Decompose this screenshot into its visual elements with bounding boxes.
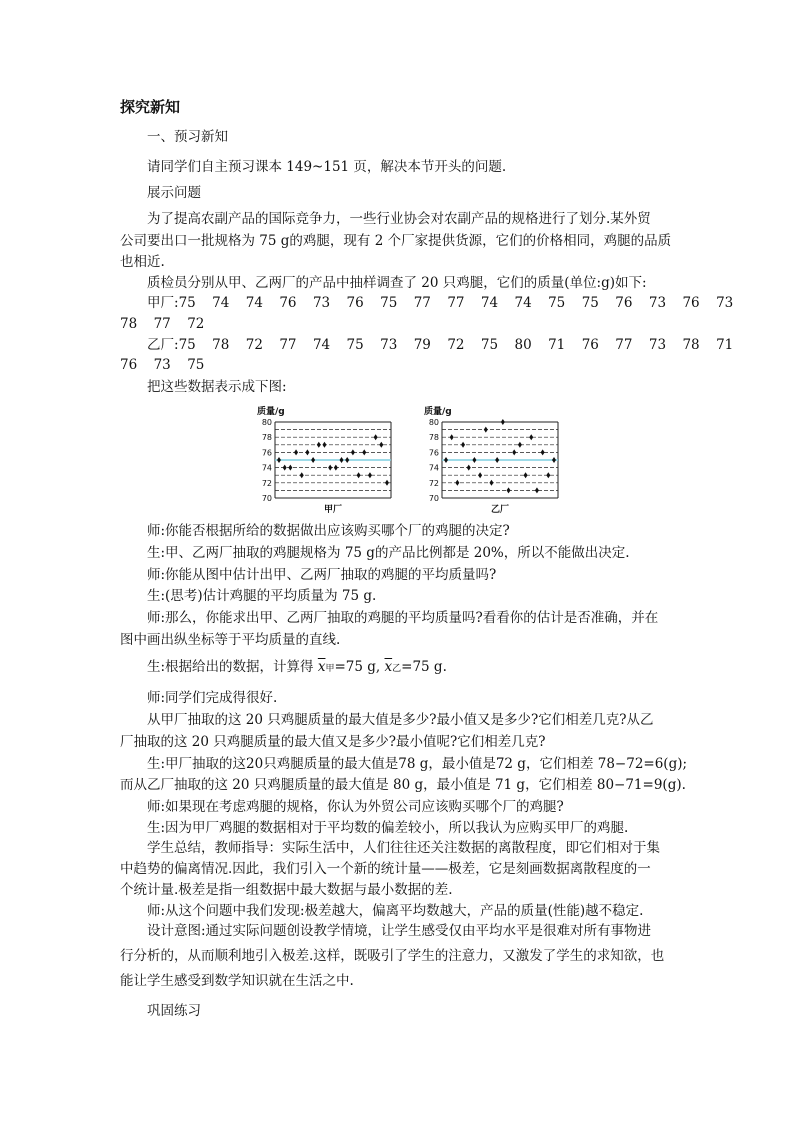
formula-mid-b: =75 g. [401,659,447,675]
paragraph: 请同学们自主预习课本 149~151 页，解决本节开头的问题. [147,159,507,175]
formula-mid-a: =75 g, [334,659,385,675]
data-point [455,480,459,486]
data-point [467,465,471,471]
data-point [328,465,332,471]
data-value: 77 [153,316,171,332]
data-value: 71 [716,337,734,353]
dialogue-line: 生:甲、乙两厂抽取的鸡腿规格为 75 g的产品比例都是 20%，所以不能做出决定. [147,545,630,561]
data-point [495,457,499,463]
data-value: 77 [615,337,633,353]
factory-a-label: 甲厂: [147,295,179,311]
paragraph: 厂抽取的这 20 只鸡腿质量的最大值又是多少?最小值呢?它们相差几克? [120,734,546,750]
data-point [311,457,315,463]
data-value: 77 [279,337,297,353]
mean-symbol-a: $\overline{x}$ [317,659,326,675]
data-value: 73 [716,295,734,311]
paragraph: 质检员分别从甲、乙两厂的产品中抽样调查了 20 只鸡腿，它们的质量(单位:g)如下: [147,275,647,291]
data-value: 77 [413,295,431,311]
data-point [444,457,448,463]
data-point [546,472,550,478]
dialogue-line: 生:(思考)估计鸡腿的平均质量为 75 g. [147,588,377,604]
data-point [294,449,298,455]
data-value: 78 [120,316,138,332]
mean-symbol-b: $\overline{x}$ [384,659,393,675]
data-point [283,465,287,471]
data-point [300,472,304,478]
y-tick-label: 76 [428,448,439,458]
data-point [379,442,383,448]
paragraph: 公司要出口一批规格为 75 g的鸡腿，现有 2 个厂家提供货源，它们的价格相同，鸡腿的品质 [120,233,672,249]
data-point [345,457,349,463]
data-point [541,449,545,455]
x-axis-label: 甲厂 [323,505,343,514]
scatter-chart-a [255,402,395,514]
data-point [374,434,378,440]
paragraph: 把这些数据表示成下图: [147,379,287,395]
y-tick-label: 76 [261,448,272,458]
x-axis-label: 乙厂 [490,505,510,514]
label-display-problem: 展示问题 [147,185,201,201]
data-value: 78 [682,337,700,353]
data-point [501,419,505,425]
data-point [317,442,321,448]
data-point [362,449,366,455]
data-value: 76 [346,295,364,311]
section-heading: 探究新知 [120,98,181,116]
paragraph: 为了提高农副产品的国际竞争力，一些行业协会对农副产品的规格进行了划分.某外贸 [147,211,651,227]
dialogue-line: 师:你能否根据所给的数据做出应该购买哪个厂的鸡腿的决定? [147,523,510,539]
dialogue-line: 师:那么，你能求出甲、乙两厂抽取的鸡腿的平均质量吗?看看你的估计是否准确，并在 [147,610,659,626]
data-value: 79 [413,337,431,353]
formula-prefix: 生:根据给出的数据，计算得 [147,659,318,675]
data-value: 78 [212,337,230,353]
data-point [472,457,476,463]
data-point [351,449,355,455]
dialogue-line: 师:你能从图中估计出甲、乙两厂抽取的鸡腿的平均质量吗? [147,567,497,583]
data-value: 74 [312,337,331,353]
data-point [357,472,361,478]
data-value: 74 [245,295,263,311]
data-value: 75 [581,295,599,311]
paragraph: 中趋势的偏离情况.因此，我们引入一个新的统计量——极差，它是刻画数据离散程度的一 [120,861,651,877]
data-value: 74 [514,295,532,311]
data-value: 73 [380,337,398,353]
paragraph: 个统计量.极差是指一组数据中最大数据与最小数据的差. [120,882,453,898]
scatter-chart-b [422,402,562,514]
data-point [368,472,372,478]
data-point [322,442,326,448]
y-tick-label: 70 [428,494,439,503]
mean-subscript-b: 乙 [392,664,402,674]
data-point [552,457,556,463]
data-point [512,449,516,455]
data-point [524,472,528,478]
data-point [385,480,389,486]
data-point [461,442,465,448]
paragraph: 学生总结，教师指导：实际生活中，人们往往还关注数据的离散程度，即它们相对于集 [147,840,660,856]
data-point [507,487,511,493]
data-point [277,457,281,463]
paragraph: 从甲厂抽取的这 20 只鸡腿质量的最大值是多少?最小值又是多少?它们相差几克?从乙 [147,712,654,728]
dialogue-line: 而从乙厂抽取的这 20 只鸡腿质量的最大值是 80 g，最小值是 71 g，它们相差 80−71=9(g). [120,777,686,793]
data-value: 80 [514,337,532,353]
dialogue-line: 师:从这个问题中我们发现:极差越大，偏离平均数越大，产品的质量(性能)越不稳定. [147,903,644,919]
y-tick-label: 80 [428,418,439,427]
y-axis-label: 质量/g [257,407,285,417]
y-tick-label: 78 [261,433,272,443]
data-value: 75 [187,357,205,373]
dialogue-line-formula [147,658,447,678]
y-tick-label: 78 [428,433,439,443]
data-value: 75 [380,295,398,311]
data-point [334,465,338,471]
dialogue-line: 师:如果现在考虑鸡腿的规格，你认为外贸公司应该购买哪个厂的鸡腿? [147,799,564,815]
data-point [450,434,454,440]
y-axis-label: 质量/g [424,407,452,417]
data-value: 76 [615,295,633,311]
paragraph: 行分析的，从而顺利地引入极差.这样，既吸引了学生的注意力，又激发了学生的求知欲，也 [120,948,665,964]
factory-a-row-1 [147,294,750,312]
data-value: 75 [178,337,196,353]
data-value: 72 [447,337,465,353]
factory-a-row-2 [120,315,221,333]
dialogue-line: 图中画出纵坐标等于平均质量的直线. [120,632,341,648]
data-point [489,480,493,486]
data-value: 76 [279,295,297,311]
data-point [484,427,488,433]
data-point [518,442,522,448]
data-value: 75 [480,337,499,353]
data-point [288,465,292,471]
data-point [340,457,344,463]
data-value: 73 [153,357,171,373]
data-value: 76 [682,295,700,311]
data-value: 73 [648,337,667,353]
dialogue-line: 师:同学们完成得很好. [147,690,278,706]
paragraph: 能让学生感受到数学知识就在生活之中. [120,973,354,989]
factory-b-row-1 [147,336,750,354]
data-value: 75 [178,295,196,311]
y-tick-label: 74 [428,463,439,473]
dialogue-line: 生:因为甲厂鸡腿的数据相对于平均数的偏差较小，所以我认为应购买甲厂的鸡腿. [147,820,629,836]
subsection-title: 一、预习新知 [147,129,228,145]
factory-b-row-2 [120,356,221,374]
paragraph: 设计意图:通过实际问题创设教学情境，让学生感受仅由平均水平是很难对所有事物进 [147,923,652,939]
data-value: 76 [581,337,599,353]
data-value: 76 [120,357,138,373]
y-tick-label: 74 [261,463,272,473]
data-value: 75 [548,295,566,311]
data-value: 73 [648,295,667,311]
data-point [305,449,309,455]
data-value: 72 [187,316,205,332]
data-value: 74 [212,295,230,311]
chart-factory-a [255,402,395,518]
data-point [529,434,533,440]
data-value: 77 [447,295,465,311]
y-tick-label: 70 [261,494,272,503]
mean-subscript-a: 甲 [325,664,335,674]
data-point [478,472,482,478]
data-point [535,487,539,493]
y-tick-label: 72 [428,478,439,488]
subsection-title: 巩固练习 [147,1003,201,1019]
data-value: 75 [346,337,364,353]
y-tick-label: 72 [261,478,272,488]
paragraph: 也相近. [120,254,165,270]
data-value: 74 [480,295,499,311]
chart-factory-b [422,402,562,518]
dialogue-line: 生:甲厂抽取的这20只鸡腿质量的最大值是78 g，最小值是72 g，它们相差 78−72=6(g); [147,756,688,772]
factory-b-label: 乙厂: [147,337,179,353]
data-value: 72 [245,337,263,353]
y-tick-label: 80 [261,418,272,427]
data-value: 71 [548,337,566,353]
data-value: 73 [312,295,331,311]
